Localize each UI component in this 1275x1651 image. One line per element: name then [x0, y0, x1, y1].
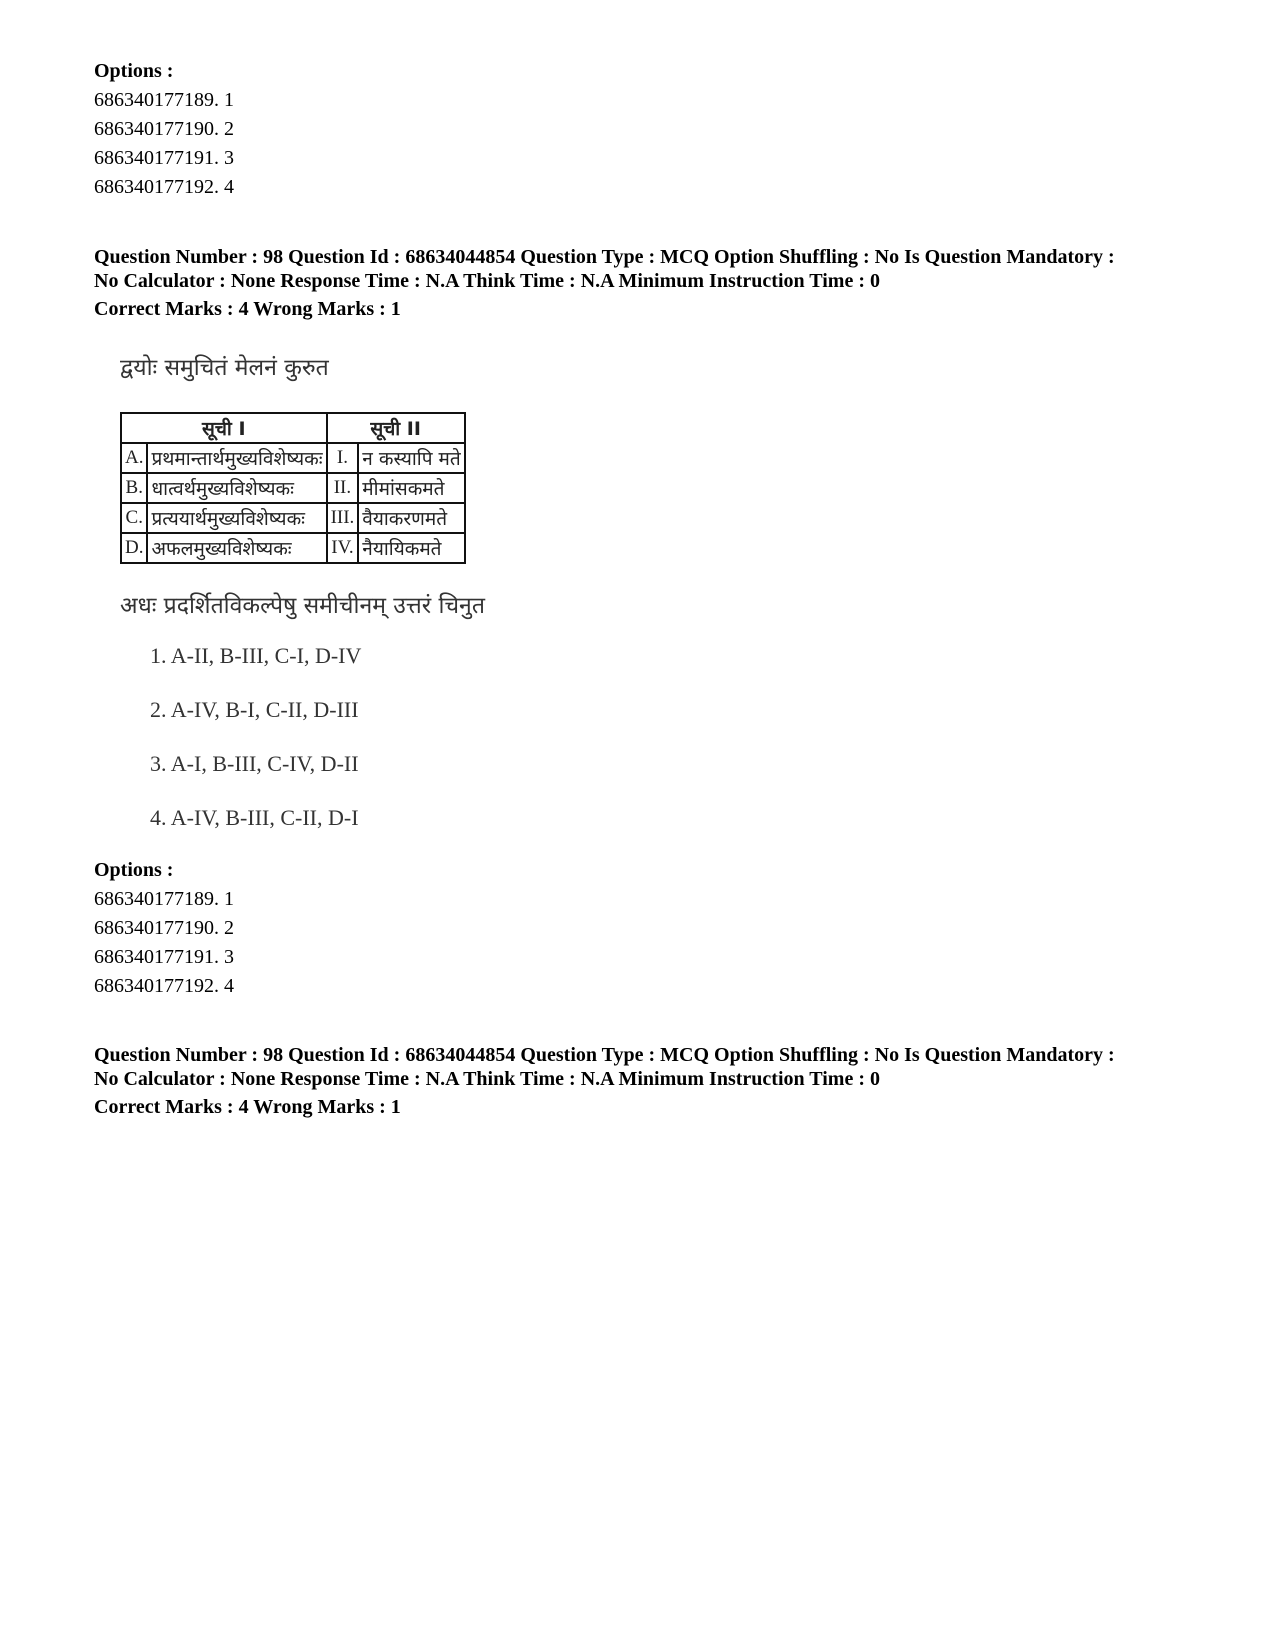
question-header	[94, 1043, 1194, 1119]
table-header-row	[121, 413, 465, 443]
table-row	[121, 473, 465, 503]
row-numeral: III.	[327, 503, 359, 533]
list-1-item: प्रत्ययार्थमुख्यविशेष्यकः	[147, 503, 326, 533]
table-row	[121, 443, 465, 473]
question-meta-line: No Calculator : None Response Time : N.A Think Time : N.A Minimum Instruction Time : 0	[94, 270, 880, 292]
list-1-item: धात्वर्थमुख्यविशेष्यकः	[147, 473, 326, 503]
option-item: 686340177190. 2	[94, 118, 234, 140]
question-prompt: अधः प्रदर्शितविकल्पेषु समीचीनम् उत्तरं चिनुत	[120, 593, 485, 619]
answer-choice: 1. A-II, B-III, C-I, D-IV	[150, 643, 362, 668]
list-2-item: मीमांसकमते	[358, 473, 464, 503]
question-meta-line: No Calculator : None Response Time : N.A Think Time : N.A Minimum Instruction Time : 0	[94, 1068, 880, 1090]
options-block	[94, 57, 234, 202]
option-item: 686340177191. 3	[94, 946, 234, 968]
row-letter: D.	[121, 533, 147, 563]
list-2-item: न कस्यापि मते	[358, 443, 464, 473]
answer-choice: 4. A-IV, B-III, C-II, D-I	[150, 805, 359, 830]
table-row	[121, 533, 465, 563]
answer-choice: 2. A-IV, B-I, C-II, D-III	[150, 697, 359, 722]
answer-choice: 3. A-I, B-III, C-IV, D-II	[150, 751, 359, 776]
row-letter: C.	[121, 503, 147, 533]
row-numeral: II.	[327, 473, 359, 503]
table-row	[121, 503, 465, 533]
options-label: Options :	[94, 60, 174, 82]
list-1-item: अफलमुख्यविशेष्यकः	[147, 533, 326, 563]
question-header	[94, 245, 1194, 321]
list-2-item: नैयायिकमते	[358, 533, 464, 563]
options-block	[94, 856, 234, 1001]
option-item: 686340177189. 1	[94, 89, 234, 111]
row-numeral: I.	[327, 443, 359, 473]
option-item: 686340177189. 1	[94, 888, 234, 910]
list-1-header: सूची I	[121, 413, 327, 443]
question-instruction: द्वयोः समुचितं मेलनं कुरुत	[120, 355, 329, 381]
question-meta-line: Question Number : 98 Question Id : 68634044854 Question Type : MCQ Option Shuffling : No Is Question Mandatory :	[94, 1044, 1115, 1066]
list-1-item: प्रथमान्तार्थमुख्यविशेष्यकः	[147, 443, 326, 473]
row-letter: B.	[121, 473, 147, 503]
row-letter: A.	[121, 443, 147, 473]
marks-line: Correct Marks : 4 Wrong Marks : 1	[94, 1096, 401, 1118]
match-table	[120, 412, 466, 564]
option-item: 686340177192. 4	[94, 176, 234, 198]
options-label: Options :	[94, 859, 174, 881]
option-item: 686340177190. 2	[94, 917, 234, 939]
list-2-header: सूची II	[327, 413, 465, 443]
option-item: 686340177191. 3	[94, 147, 234, 169]
option-item: 686340177192. 4	[94, 975, 234, 997]
list-2-item: वैयाकरणमते	[358, 503, 464, 533]
question-meta-line: Question Number : 98 Question Id : 68634044854 Question Type : MCQ Option Shuffling : No Is Question Mandatory :	[94, 246, 1115, 268]
marks-line: Correct Marks : 4 Wrong Marks : 1	[94, 298, 401, 320]
row-numeral: IV.	[327, 533, 359, 563]
